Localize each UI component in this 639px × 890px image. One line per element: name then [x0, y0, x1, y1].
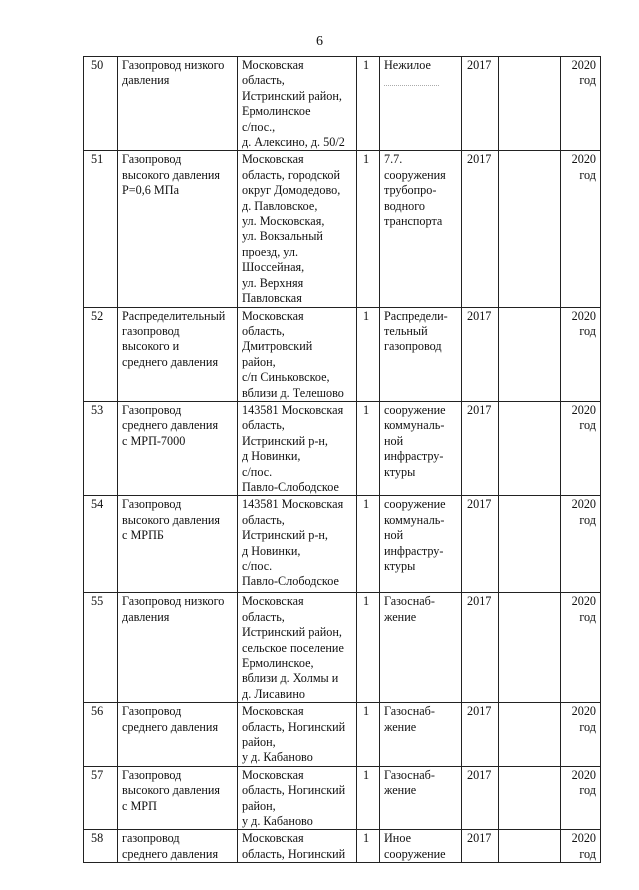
object-year: 2017: [462, 151, 499, 307]
object-purpose-line: сооружение: [384, 402, 446, 417]
object-purpose-line: сооружения: [384, 167, 446, 182]
object-name-line: газопровод: [122, 323, 180, 338]
object-target-year-line: год: [579, 512, 596, 527]
object-location-line: Дмитровский: [242, 339, 313, 354]
object-location-line: д Новинки,: [242, 449, 301, 464]
object-quantity: 1: [357, 57, 380, 151]
object-location-line: Московская: [242, 594, 304, 609]
object-purpose-line: Газоснаб-: [384, 704, 435, 719]
registry-body: [84, 57, 601, 863]
object-name-line: среднего давления: [122, 719, 219, 734]
object-purpose-line: инфрастру-: [384, 543, 444, 558]
object-name-line: высокого давления: [122, 512, 221, 527]
object-purpose: [380, 703, 462, 767]
object-purpose-line: жение: [384, 719, 417, 734]
object-name: [118, 401, 238, 495]
object-quantity: 1: [357, 830, 380, 863]
object-target-year-line: 2020: [571, 704, 596, 719]
object-target-year: [561, 766, 601, 830]
object-purpose: [380, 307, 462, 401]
row-number: 50: [84, 57, 118, 151]
object-name-line: среднего давления: [122, 846, 219, 861]
object-location-line: Павловская: [242, 291, 302, 306]
object-purpose: [380, 401, 462, 495]
object-target-year-line: год: [579, 783, 596, 798]
row-number: 51: [84, 151, 118, 307]
object-location: [238, 151, 357, 307]
object-name-line: Газопровод: [122, 402, 182, 417]
object-location-line: с/пос.,: [242, 119, 276, 134]
object-name: [118, 703, 238, 767]
object-location: [238, 496, 357, 593]
object-year: 2017: [462, 307, 499, 401]
object-purpose: [380, 151, 462, 307]
object-quantity: 1: [357, 401, 380, 495]
object-purpose-line: жение: [384, 609, 417, 624]
object-location-line: д. Павловское,: [242, 198, 318, 213]
object-target-year-line: год: [579, 846, 596, 861]
object-quantity: 1: [357, 151, 380, 307]
object-extra: [499, 307, 561, 401]
object-extra: [499, 830, 561, 863]
object-target-year: [561, 57, 601, 151]
object-extra: [499, 766, 561, 830]
object-purpose-line: ной: [384, 528, 404, 543]
object-purpose-line: Нежилое: [384, 58, 431, 72]
row-number: 58: [84, 830, 118, 863]
object-name-line: давления: [122, 73, 170, 88]
object-purpose-line: Распредели-: [384, 308, 448, 323]
object-name: [118, 766, 238, 830]
object-quantity: 1: [357, 593, 380, 703]
table-row: [84, 401, 601, 495]
object-purpose: [380, 830, 462, 863]
table-row: [84, 703, 601, 767]
object-location-line: ул. Московская,: [242, 214, 325, 229]
table-row: [84, 57, 601, 151]
object-location-line: Шоссейная,: [242, 260, 305, 275]
object-extra: [499, 703, 561, 767]
object-name-line: с МРП-7000: [122, 433, 186, 448]
object-target-year-line: 2020: [571, 497, 596, 512]
object-name-line: высокого давления: [122, 783, 221, 798]
object-name-line: высокого давления: [122, 167, 221, 182]
object-location-line: Истринский р-н,: [242, 433, 328, 448]
object-target-year: [561, 703, 601, 767]
row-number: 57: [84, 766, 118, 830]
object-target-year: [561, 496, 601, 593]
object-target-year-line: 2020: [571, 594, 596, 609]
object-location-line: ул. Верхняя: [242, 275, 304, 290]
object-location-line: Московская: [242, 704, 304, 719]
object-location: [238, 766, 357, 830]
object-location-line: Московская: [242, 58, 304, 72]
scan-dots-artifact: [384, 85, 439, 86]
object-location-line: район,: [242, 735, 276, 750]
object-purpose-line: инфрастру-: [384, 449, 444, 464]
object-name: [118, 593, 238, 703]
object-location-line: 143581 Московская: [242, 402, 344, 417]
object-location: [238, 307, 357, 401]
object-purpose-line: ктуры: [384, 464, 416, 479]
object-target-year-line: 2020: [571, 308, 596, 323]
object-purpose-line: коммуналь-: [384, 512, 445, 527]
object-purpose-line: сооружение: [384, 846, 446, 861]
object-location-line: область,: [242, 323, 285, 338]
object-location-line: Московская: [242, 308, 304, 323]
object-location-line: Московская: [242, 767, 304, 782]
object-purpose-line: трубопро-: [384, 183, 437, 198]
object-purpose-line: транспорта: [384, 214, 443, 229]
object-location-line: у д. Кабаново: [242, 750, 313, 765]
object-location-line: 143581 Московская: [242, 497, 344, 512]
object-year: 2017: [462, 703, 499, 767]
object-location-line: ул. Вокзальный: [242, 229, 323, 244]
object-name-line: давления: [122, 609, 170, 624]
object-purpose-line: водного: [384, 198, 426, 213]
object-extra: [499, 57, 561, 151]
object-purpose-line: Газоснаб-: [384, 767, 435, 782]
object-location-line: сельское поселение: [242, 640, 344, 655]
object-location-line: вблизи д. Холмы и: [242, 671, 339, 686]
object-name-line: Газопровод низкого: [122, 594, 225, 609]
object-purpose-line: Иное: [384, 831, 411, 846]
object-location-line: округ Домодедово,: [242, 183, 341, 198]
row-number: 54: [84, 496, 118, 593]
object-location-line: район,: [242, 798, 276, 813]
object-target-year-line: год: [579, 323, 596, 338]
object-purpose-line: жение: [384, 783, 417, 798]
object-target-year-line: 2020: [571, 402, 596, 417]
object-purpose-line: сооружение: [384, 497, 446, 512]
object-extra: [499, 593, 561, 703]
object-location-line: Московская: [242, 152, 304, 167]
row-number: 56: [84, 703, 118, 767]
object-location-line: область,: [242, 418, 285, 433]
object-name: [118, 151, 238, 307]
table-row: [84, 830, 601, 863]
object-location-line: Павло-Слободское: [242, 574, 339, 589]
object-target-year: [561, 593, 601, 703]
object-location-line: Павло-Слободское: [242, 479, 339, 494]
object-name-line: Распределительный: [122, 308, 226, 323]
object-target-year: [561, 151, 601, 307]
table-row: [84, 496, 601, 593]
object-quantity: 1: [357, 703, 380, 767]
object-location-line: область, городской: [242, 167, 341, 182]
object-target-year-line: год: [579, 609, 596, 624]
object-location-line: область, Ногинский: [242, 719, 346, 734]
object-target-year-line: 2020: [571, 58, 596, 72]
object-name-line: среднего давления: [122, 354, 219, 369]
object-name-line: Газопровод: [122, 767, 182, 782]
object-location-line: Московская: [242, 831, 304, 846]
object-target-year-line: год: [579, 167, 596, 182]
object-target-year: [561, 401, 601, 495]
object-year: 2017: [462, 401, 499, 495]
object-name-line: Газопровод низкого: [122, 58, 225, 72]
object-year: 2017: [462, 593, 499, 703]
object-location: [238, 830, 357, 863]
table-row: [84, 593, 601, 703]
object-name-line: Газопровод: [122, 497, 182, 512]
table-row: [84, 151, 601, 307]
object-location-line: область,: [242, 512, 285, 527]
object-target-year: [561, 830, 601, 863]
object-name: [118, 830, 238, 863]
object-location-line: Ермолинское: [242, 104, 311, 119]
object-year: 2017: [462, 496, 499, 593]
object-extra: [499, 496, 561, 593]
object-location-line: Истринский район,: [242, 625, 342, 640]
object-extra: [499, 151, 561, 307]
object-name-line: Р=0,6 МПа: [122, 183, 179, 198]
object-purpose-line: тельный: [384, 323, 428, 338]
object-location-line: проезд, ул.: [242, 244, 298, 259]
object-location-line: с/п Синьковское,: [242, 370, 330, 385]
object-name: [118, 496, 238, 593]
object-purpose-line: 7.7.: [384, 152, 403, 167]
object-name-line: Газопровод: [122, 152, 182, 167]
object-target-year: [561, 307, 601, 401]
object-location-line: область,: [242, 73, 285, 88]
object-location-line: д. Лисавино: [242, 686, 305, 701]
table-row: [84, 766, 601, 830]
object-name-line: Газопровод: [122, 704, 182, 719]
object-name-line: высокого и: [122, 339, 180, 354]
registry-table: [83, 56, 601, 863]
page-number: 6: [316, 34, 323, 49]
object-purpose: [380, 57, 462, 151]
object-year: 2017: [462, 766, 499, 830]
object-target-year-line: 2020: [571, 831, 596, 846]
object-target-year-line: 2020: [571, 767, 596, 782]
object-purpose-line: газопровод: [384, 339, 442, 354]
object-location: [238, 703, 357, 767]
object-quantity: 1: [357, 496, 380, 593]
object-location-line: с/пос.: [242, 464, 273, 479]
object-location-line: с/пос.: [242, 559, 273, 573]
object-location-line: д. Алексино, д. 50/2: [242, 135, 345, 150]
object-target-year-line: год: [579, 719, 596, 734]
object-purpose: [380, 593, 462, 703]
table-row: [84, 307, 601, 401]
object-location: [238, 593, 357, 703]
object-location-line: область, Ногинский: [242, 783, 346, 798]
object-quantity: 1: [357, 307, 380, 401]
object-purpose-line: коммуналь-: [384, 418, 445, 433]
object-quantity: 1: [357, 766, 380, 830]
row-number: 53: [84, 401, 118, 495]
object-location: [238, 57, 357, 151]
object-target-year-line: год: [579, 73, 596, 88]
object-location-line: вблизи д. Телешово: [242, 385, 344, 400]
object-target-year-line: 2020: [571, 152, 596, 167]
object-name-line: с МРПБ: [122, 528, 164, 543]
object-year: 2017: [462, 57, 499, 151]
object-location-line: Истринский р-н,: [242, 528, 328, 543]
object-purpose-line: ной: [384, 433, 404, 448]
object-location-line: область,: [242, 609, 285, 624]
object-location-line: область, Ногинский: [242, 846, 346, 861]
row-number: 55: [84, 593, 118, 703]
object-location-line: Ермолинское,: [242, 656, 314, 670]
object-name: [118, 307, 238, 401]
object-name-line: газопровод: [122, 831, 180, 846]
object-location-line: д Новинки,: [242, 543, 301, 558]
object-year: 2017: [462, 830, 499, 863]
object-target-year-line: год: [579, 418, 596, 433]
object-location-line: у д. Кабаново: [242, 814, 313, 829]
object-purpose: [380, 496, 462, 593]
row-number: 52: [84, 307, 118, 401]
object-extra: [499, 401, 561, 495]
object-location-line: Истринский район,: [242, 88, 342, 103]
object-purpose: [380, 766, 462, 830]
object-purpose-line: ктуры: [384, 559, 416, 573]
object-location: [238, 401, 357, 495]
object-name: [118, 57, 238, 151]
object-name-line: среднего давления: [122, 418, 219, 433]
object-name-line: с МРП: [122, 798, 157, 813]
object-location-line: район,: [242, 354, 276, 369]
object-purpose-line: Газоснаб-: [384, 594, 435, 609]
